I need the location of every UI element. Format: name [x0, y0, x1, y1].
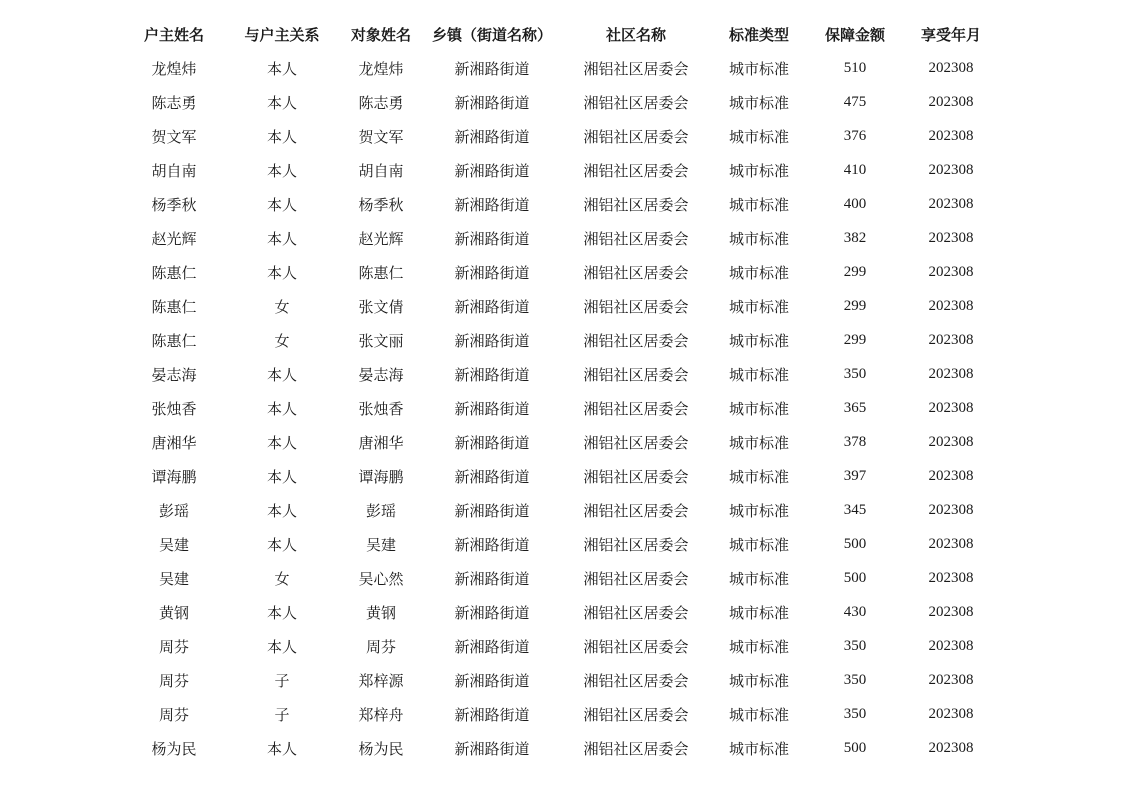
cell-relationship: 本人 — [266, 59, 297, 78]
header-month: 享受年月 — [920, 25, 981, 44]
cell-township: 新湘路街道 — [454, 433, 530, 452]
cell-relationship: 本人 — [266, 93, 297, 112]
cell-relationship: 子 — [274, 671, 290, 690]
cell-township: 新湘路街道 — [454, 365, 530, 384]
cell-month: 202308 — [928, 637, 974, 654]
cell-township: 新湘路街道 — [454, 569, 530, 588]
table-row — [120, 221, 1000, 255]
table-header-row — [120, 17, 1000, 51]
cell-amount: 510 — [843, 59, 867, 76]
cell-relationship: 本人 — [266, 399, 297, 418]
cell-community: 湘铝社区居委会 — [583, 93, 689, 112]
table-row — [120, 357, 1000, 391]
header-community: 社区名称 — [605, 25, 666, 44]
cell-householder-name: 贺文军 — [151, 127, 197, 146]
cell-recipient-name: 贺文军 — [358, 127, 404, 146]
cell-recipient-name: 胡自南 — [358, 161, 404, 180]
cell-township: 新湘路街道 — [454, 739, 530, 758]
cell-recipient-name: 郑梓源 — [358, 671, 404, 690]
cell-recipient-name: 杨为民 — [358, 739, 404, 758]
cell-standard-type: 城市标准 — [728, 161, 789, 180]
cell-amount: 365 — [843, 399, 867, 416]
cell-relationship: 本人 — [266, 195, 297, 214]
cell-month: 202308 — [928, 331, 974, 348]
cell-householder-name: 吴建 — [158, 535, 189, 554]
cell-community: 湘铝社区居委会 — [583, 739, 689, 758]
cell-recipient-name: 张文丽 — [358, 331, 404, 350]
cell-township: 新湘路街道 — [454, 467, 530, 486]
cell-relationship: 本人 — [266, 467, 297, 486]
table-row — [120, 255, 1000, 289]
cell-amount: 410 — [843, 161, 867, 178]
cell-relationship: 本人 — [266, 501, 297, 520]
cell-householder-name: 吴建 — [158, 569, 189, 588]
cell-amount: 378 — [843, 433, 867, 450]
cell-relationship: 本人 — [266, 161, 297, 180]
cell-standard-type: 城市标准 — [728, 331, 789, 350]
cell-relationship: 女 — [274, 297, 290, 316]
cell-township: 新湘路街道 — [454, 399, 530, 418]
cell-community: 湘铝社区居委会 — [583, 195, 689, 214]
cell-standard-type: 城市标准 — [728, 399, 789, 418]
cell-community: 湘铝社区居委会 — [583, 263, 689, 282]
cell-township: 新湘路街道 — [454, 297, 530, 316]
cell-householder-name: 周芬 — [158, 705, 189, 724]
cell-standard-type: 城市标准 — [728, 705, 789, 724]
cell-amount: 350 — [843, 637, 867, 654]
cell-community: 湘铝社区居委会 — [583, 161, 689, 180]
cell-month: 202308 — [928, 671, 974, 688]
cell-month: 202308 — [928, 229, 974, 246]
cell-month: 202308 — [928, 433, 974, 450]
cell-month: 202308 — [928, 195, 974, 212]
cell-amount: 500 — [843, 535, 867, 552]
cell-amount: 500 — [843, 739, 867, 756]
cell-amount: 299 — [843, 263, 867, 280]
table-body — [120, 51, 1000, 765]
table-row — [120, 527, 1000, 561]
table-row — [120, 561, 1000, 595]
cell-householder-name: 周芬 — [158, 671, 189, 690]
cell-standard-type: 城市标准 — [728, 637, 789, 656]
cell-relationship: 本人 — [266, 263, 297, 282]
cell-householder-name: 张烛香 — [151, 399, 197, 418]
cell-township: 新湘路街道 — [454, 501, 530, 520]
cell-recipient-name: 彭瑶 — [365, 501, 396, 520]
cell-standard-type: 城市标准 — [728, 433, 789, 452]
cell-householder-name: 胡自南 — [151, 161, 197, 180]
cell-amount: 382 — [843, 229, 867, 246]
cell-recipient-name: 郑梓舟 — [358, 705, 404, 724]
cell-recipient-name: 周芬 — [365, 637, 396, 656]
cell-standard-type: 城市标准 — [728, 569, 789, 588]
table-row — [120, 51, 1000, 85]
cell-householder-name: 赵光辉 — [151, 229, 197, 248]
cell-recipient-name: 谭海鹏 — [358, 467, 404, 486]
header-relationship: 与户主关系 — [244, 25, 320, 44]
table-row — [120, 391, 1000, 425]
cell-community: 湘铝社区居委会 — [583, 637, 689, 656]
cell-community: 湘铝社区居委会 — [583, 467, 689, 486]
cell-township: 新湘路街道 — [454, 705, 530, 724]
cell-community: 湘铝社区居委会 — [583, 127, 689, 146]
cell-standard-type: 城市标准 — [728, 467, 789, 486]
cell-recipient-name: 杨季秋 — [358, 195, 404, 214]
cell-month: 202308 — [928, 705, 974, 722]
cell-month: 202308 — [928, 365, 974, 382]
cell-standard-type: 城市标准 — [728, 603, 789, 622]
cell-township: 新湘路街道 — [454, 671, 530, 690]
cell-householder-name: 陈惠仁 — [151, 331, 197, 350]
cell-householder-name: 唐湘华 — [151, 433, 197, 452]
cell-relationship: 本人 — [266, 433, 297, 452]
table-row — [120, 187, 1000, 221]
cell-householder-name: 杨为民 — [151, 739, 197, 758]
cell-township: 新湘路街道 — [454, 535, 530, 554]
cell-amount: 475 — [843, 93, 867, 110]
header-amount: 保障金额 — [824, 25, 885, 44]
cell-amount: 350 — [843, 365, 867, 382]
cell-relationship: 本人 — [266, 739, 297, 758]
cell-standard-type: 城市标准 — [728, 501, 789, 520]
cell-community: 湘铝社区居委会 — [583, 569, 689, 588]
cell-community: 湘铝社区居委会 — [583, 705, 689, 724]
cell-householder-name: 陈志勇 — [151, 93, 197, 112]
cell-standard-type: 城市标准 — [728, 127, 789, 146]
cell-relationship: 本人 — [266, 603, 297, 622]
cell-township: 新湘路街道 — [454, 603, 530, 622]
table-row — [120, 731, 1000, 765]
cell-amount: 500 — [843, 569, 867, 586]
cell-township: 新湘路街道 — [454, 331, 530, 350]
cell-community: 湘铝社区居委会 — [583, 399, 689, 418]
cell-recipient-name: 黄钢 — [365, 603, 396, 622]
cell-householder-name: 龙煌炜 — [151, 59, 197, 78]
assistance-table — [120, 17, 1000, 765]
cell-recipient-name: 唐湘华 — [358, 433, 404, 452]
cell-amount: 299 — [843, 297, 867, 314]
cell-amount: 376 — [843, 127, 867, 144]
cell-month: 202308 — [928, 263, 974, 280]
cell-month: 202308 — [928, 467, 974, 484]
cell-township: 新湘路街道 — [454, 637, 530, 656]
cell-householder-name: 杨季秋 — [151, 195, 197, 214]
table-row — [120, 663, 1000, 697]
cell-relationship: 子 — [274, 705, 290, 724]
cell-community: 湘铝社区居委会 — [583, 331, 689, 350]
cell-standard-type: 城市标准 — [728, 263, 789, 282]
cell-community: 湘铝社区居委会 — [583, 365, 689, 384]
cell-recipient-name: 吴建 — [365, 535, 396, 554]
cell-amount: 397 — [843, 467, 867, 484]
header-householder-name: 户主姓名 — [143, 25, 204, 44]
cell-amount: 350 — [843, 705, 867, 722]
cell-month: 202308 — [928, 93, 974, 110]
cell-community: 湘铝社区居委会 — [583, 535, 689, 554]
cell-recipient-name: 赵光辉 — [358, 229, 404, 248]
cell-township: 新湘路街道 — [454, 59, 530, 78]
cell-recipient-name: 陈志勇 — [358, 93, 404, 112]
cell-month: 202308 — [928, 535, 974, 552]
cell-month: 202308 — [928, 501, 974, 518]
cell-community: 湘铝社区居委会 — [583, 297, 689, 316]
header-recipient-name: 对象姓名 — [350, 25, 411, 44]
cell-householder-name: 晏志海 — [151, 365, 197, 384]
cell-relationship: 女 — [274, 569, 290, 588]
cell-township: 新湘路街道 — [454, 93, 530, 112]
cell-month: 202308 — [928, 739, 974, 756]
table-row — [120, 629, 1000, 663]
table-row — [120, 323, 1000, 357]
cell-householder-name: 谭海鹏 — [151, 467, 197, 486]
cell-amount: 299 — [843, 331, 867, 348]
cell-householder-name: 陈惠仁 — [151, 263, 197, 282]
cell-community: 湘铝社区居委会 — [583, 433, 689, 452]
cell-township: 新湘路街道 — [454, 195, 530, 214]
header-standard-type: 标准类型 — [728, 25, 789, 44]
table-row — [120, 697, 1000, 731]
cell-amount: 400 — [843, 195, 867, 212]
cell-month: 202308 — [928, 127, 974, 144]
cell-standard-type: 城市标准 — [728, 195, 789, 214]
cell-recipient-name: 吴心然 — [358, 569, 404, 588]
table-row — [120, 289, 1000, 323]
cell-standard-type: 城市标准 — [728, 59, 789, 78]
cell-amount: 350 — [843, 671, 867, 688]
cell-relationship: 本人 — [266, 365, 297, 384]
cell-township: 新湘路街道 — [454, 161, 530, 180]
cell-householder-name: 周芬 — [158, 637, 189, 656]
cell-relationship: 女 — [274, 331, 290, 350]
table-row — [120, 85, 1000, 119]
cell-standard-type: 城市标准 — [728, 739, 789, 758]
cell-standard-type: 城市标准 — [728, 229, 789, 248]
cell-amount: 345 — [843, 501, 867, 518]
table-row — [120, 119, 1000, 153]
cell-standard-type: 城市标准 — [728, 671, 789, 690]
cell-month: 202308 — [928, 297, 974, 314]
cell-township: 新湘路街道 — [454, 229, 530, 248]
header-township: 乡镇（街道名称） — [431, 25, 552, 44]
cell-township: 新湘路街道 — [454, 127, 530, 146]
cell-householder-name: 陈惠仁 — [151, 297, 197, 316]
cell-recipient-name: 陈惠仁 — [358, 263, 404, 282]
cell-relationship: 本人 — [266, 637, 297, 656]
cell-standard-type: 城市标准 — [728, 365, 789, 384]
cell-community: 湘铝社区居委会 — [583, 501, 689, 520]
cell-householder-name: 彭瑶 — [158, 501, 189, 520]
cell-community: 湘铝社区居委会 — [583, 671, 689, 690]
cell-relationship: 本人 — [266, 535, 297, 554]
cell-month: 202308 — [928, 59, 974, 76]
cell-standard-type: 城市标准 — [728, 93, 789, 112]
cell-month: 202308 — [928, 569, 974, 586]
table-row — [120, 595, 1000, 629]
table-row — [120, 153, 1000, 187]
cell-recipient-name: 晏志海 — [358, 365, 404, 384]
table-row — [120, 493, 1000, 527]
table-row — [120, 459, 1000, 493]
cell-standard-type: 城市标准 — [728, 297, 789, 316]
cell-recipient-name: 龙煌炜 — [358, 59, 404, 78]
cell-community: 湘铝社区居委会 — [583, 59, 689, 78]
cell-township: 新湘路街道 — [454, 263, 530, 282]
cell-relationship: 本人 — [266, 127, 297, 146]
cell-standard-type: 城市标准 — [728, 535, 789, 554]
cell-relationship: 本人 — [266, 229, 297, 248]
cell-householder-name: 黄钢 — [158, 603, 189, 622]
table-row — [120, 425, 1000, 459]
cell-community: 湘铝社区居委会 — [583, 603, 689, 622]
cell-community: 湘铝社区居委会 — [583, 229, 689, 248]
cell-month: 202308 — [928, 399, 974, 416]
cell-recipient-name: 张烛香 — [358, 399, 404, 418]
cell-month: 202308 — [928, 603, 974, 620]
cell-recipient-name: 张文倩 — [358, 297, 404, 316]
cell-amount: 430 — [843, 603, 867, 620]
cell-month: 202308 — [928, 161, 974, 178]
